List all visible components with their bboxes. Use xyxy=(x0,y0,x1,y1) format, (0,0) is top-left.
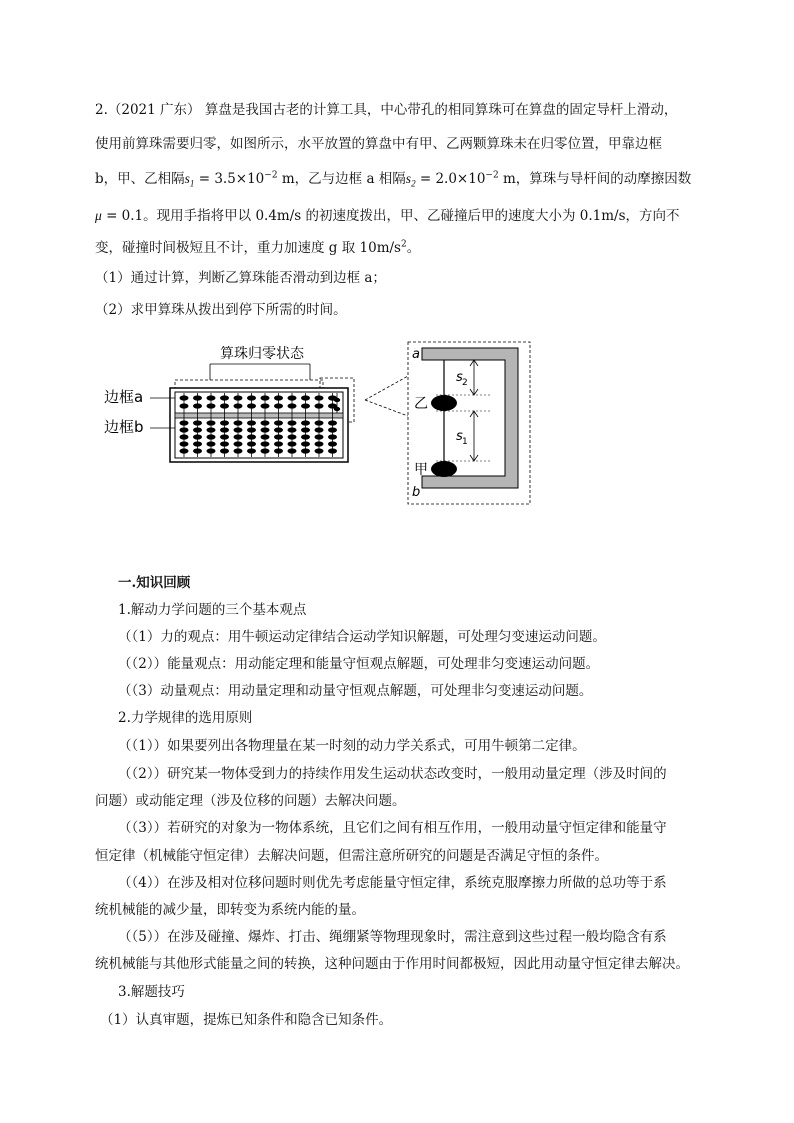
paragraph-text: （（1）力的观点：用牛顿运动定律结合运动学知识解题，可处理匀变速运动问题。 xyxy=(118,629,606,645)
exponent: 2 xyxy=(400,239,407,250)
abacus-bead xyxy=(247,434,256,439)
section-2-title xyxy=(118,708,252,728)
abacus-bead xyxy=(247,420,256,425)
abacus-bead xyxy=(207,403,216,408)
paragraph-text: （（2））能量观点：用动能定理和能量守恒观点解题，可处理非匀变速运动问题。 xyxy=(118,656,600,672)
value: = 0.1 xyxy=(101,208,144,224)
abacus-bead xyxy=(234,427,243,432)
problem-line-1 xyxy=(95,100,677,120)
rule-4a xyxy=(118,873,667,893)
paragraph-text: 问题）或动能定理（涉及位移的问题）去解决问题。 xyxy=(95,793,406,809)
abacus-bead xyxy=(234,403,243,408)
abacus-figure xyxy=(100,336,540,511)
abacus-bead xyxy=(180,448,189,453)
abacus-bead xyxy=(274,420,283,425)
abacus-bead xyxy=(220,434,229,439)
rule-5a xyxy=(118,927,667,947)
paragraph-text: （（2））研究某一物体受到力的持续作用发生运动状态改变时，一般用动量定理（涉及时间的 xyxy=(118,766,667,782)
paragraph-text: （1）认真审题，提炼已知条件和隐含已知条件。 xyxy=(100,1012,393,1028)
abacus-bead xyxy=(301,395,310,400)
symbol-mu: μ xyxy=(95,208,102,223)
problem-line-2 xyxy=(95,134,662,154)
abacus-bead xyxy=(234,420,243,425)
problem-line-5 xyxy=(95,238,420,258)
abacus-beam xyxy=(175,413,343,418)
abacus-bead xyxy=(301,434,310,439)
abacus-bead xyxy=(247,403,256,408)
abacus-bead xyxy=(180,434,189,439)
abacus-bead xyxy=(180,427,189,432)
abacus-bead xyxy=(315,395,324,400)
abacus-bead xyxy=(288,395,297,400)
figure-title: 算珠归零状态 xyxy=(220,346,304,362)
exponent: −2 xyxy=(485,170,499,181)
abacus-bead xyxy=(328,448,337,453)
abacus-bead xyxy=(261,420,270,425)
abacus-bead xyxy=(315,434,324,439)
abacus-bead xyxy=(193,395,202,400)
abacus-bead xyxy=(247,441,256,446)
unit: m xyxy=(498,171,516,187)
problem-text: 。现用手指将甲以 0.4m/s 的初速度拨出，甲、乙碰撞后甲的速度大小为 0.1m/s，方向不 xyxy=(143,208,680,224)
question-1 xyxy=(95,268,386,288)
tip-1 xyxy=(100,1010,392,1030)
paragraph-text: （（4））在涉及相对位移问题时则优先考虑能量守恒定律，系统克服摩擦力所做的总功等于系 xyxy=(118,875,667,891)
abacus-bead xyxy=(274,395,283,400)
problem-text: 变，碰撞时间极短且不计，重力加速度 g 取 10m/s xyxy=(95,240,401,256)
exponent: −2 xyxy=(264,170,278,181)
label-frame-b: 边框b xyxy=(104,418,144,436)
problem-text: 。 xyxy=(406,240,421,256)
abacus-bead xyxy=(315,441,324,446)
value: = 3.5×10 xyxy=(194,171,265,187)
rule-3b xyxy=(95,846,608,866)
abacus-bead xyxy=(234,395,243,400)
abacus-bead xyxy=(301,427,310,432)
paragraph-text: （（5））在涉及碰撞、爆炸、打击、绳绷紧等物理现象时，需注意到这些过程一般均隐含有系 xyxy=(118,929,667,945)
abacus-bead xyxy=(315,420,324,425)
label-frame-a: 边框a xyxy=(104,388,144,406)
label-a: a xyxy=(412,347,420,362)
abacus-bead xyxy=(207,395,216,400)
value: = 2.0×10 xyxy=(415,171,486,187)
problem-text: b，甲、乙相隔 xyxy=(95,171,185,187)
rule-2a xyxy=(118,764,667,784)
abacus-bead xyxy=(261,441,270,446)
section-1-title xyxy=(118,600,306,620)
symbol-s2: s xyxy=(405,171,412,186)
abacus-bead xyxy=(328,441,337,446)
problem-line-3 xyxy=(95,169,691,189)
heading-text: 一.知识回顾 xyxy=(118,575,191,591)
question-text: （2）求甲算珠从拨出到停下所需的时间。 xyxy=(95,302,347,318)
problem-text: 2.（2021 广东） 算盘是我国古老的计算工具，中心带孔的相同算珠可在算盘的固定导杆上滑动， xyxy=(95,102,678,118)
abacus-bead xyxy=(274,448,283,453)
abacus-bead xyxy=(220,403,229,408)
abacus-bead xyxy=(328,420,337,425)
abacus-bead xyxy=(301,441,310,446)
subscript: 1 xyxy=(189,178,195,189)
abacus-bead xyxy=(315,403,324,408)
viewpoint-1 xyxy=(118,627,606,647)
problem-text: ，算珠与导杆间的动摩擦因数 xyxy=(515,171,692,187)
label-s1-sub: 1 xyxy=(462,437,468,447)
bead-yi xyxy=(431,395,457,411)
abacus-bead xyxy=(315,448,324,453)
abacus-bead xyxy=(274,427,283,432)
abacus-bead xyxy=(180,441,189,446)
abacus-bead xyxy=(288,448,297,453)
abacus-bead xyxy=(261,434,270,439)
abacus-bead xyxy=(193,448,202,453)
subscript: 2 xyxy=(411,178,416,189)
abacus-bead xyxy=(207,434,216,439)
rule-2b xyxy=(95,791,406,811)
abacus-bead xyxy=(193,434,202,439)
paragraph-text: 统机械能与其他形式能量之间的转换，这种问题由于作用时间都极短，因此用动量守恒定律去解决。 xyxy=(95,956,689,972)
label-b: b xyxy=(412,485,421,500)
paragraph-text: 统机械能的减少量，即转变为系统内能的量。 xyxy=(95,902,365,918)
abacus-bead xyxy=(234,448,243,453)
section-text: 1.解动力学问题的三个基本观点 xyxy=(118,602,307,618)
viewpoint-2 xyxy=(118,654,599,674)
problem-line-4 xyxy=(95,206,680,226)
section-text: 3.解题技巧 xyxy=(118,984,185,1000)
abacus-bead xyxy=(193,427,202,432)
abacus-bead xyxy=(328,427,337,432)
abacus-bead xyxy=(220,441,229,446)
abacus-bead xyxy=(180,395,189,400)
abacus-bead xyxy=(274,403,283,408)
abacus-bead xyxy=(234,441,243,446)
abacus-bead xyxy=(288,427,297,432)
abacus-bead xyxy=(193,441,202,446)
rule-4b xyxy=(95,900,365,920)
unit: m xyxy=(277,171,295,187)
rule-1 xyxy=(118,736,586,756)
abacus-bead xyxy=(261,448,270,453)
abacus-bead xyxy=(220,448,229,453)
abacus-bead xyxy=(207,427,216,432)
paragraph-text: 恒定律（机械能守恒定律）去解决问题，但需注意所研究的问题是否满足守恒的条件。 xyxy=(95,848,608,864)
abacus-bead xyxy=(288,441,297,446)
abacus-bead xyxy=(301,403,310,408)
paragraph-text: （（1））如果要列出各物理量在某一时刻的动力学关系式，可用牛顿第二定律。 xyxy=(118,738,586,754)
abacus-bead xyxy=(315,427,324,432)
abacus-bead xyxy=(288,420,297,425)
abacus-bead xyxy=(274,434,283,439)
abacus-bead xyxy=(180,403,189,408)
callout-line xyxy=(365,400,408,416)
abacus-bead xyxy=(261,427,270,432)
abacus-bead xyxy=(334,407,340,411)
abacus-bead xyxy=(234,434,243,439)
abacus-bead xyxy=(301,420,310,425)
abacus-bead xyxy=(193,403,202,408)
abacus-bead xyxy=(220,395,229,400)
rule-3a xyxy=(118,818,667,838)
question-text: （1）通过计算，判断乙算珠能否滑动到边框 a； xyxy=(95,270,386,286)
review-heading xyxy=(118,573,190,593)
abacus-bead xyxy=(207,420,216,425)
abacus-bead xyxy=(261,403,270,408)
abacus-bead xyxy=(220,427,229,432)
paragraph-text: （（3））若研究的对象为一物体系统，且它们之间有相互作用，一般用动量守恒定律和能量守 xyxy=(118,820,667,836)
abacus-bead xyxy=(247,427,256,432)
abacus-bead xyxy=(247,448,256,453)
rule-5b xyxy=(95,954,689,974)
abacus-bead xyxy=(193,420,202,425)
problem-text: ，乙与边框 a 相隔 xyxy=(294,171,406,187)
viewpoint-3 xyxy=(118,681,592,701)
section-3-title xyxy=(118,982,185,1002)
abacus-bead xyxy=(261,395,270,400)
abacus-bead xyxy=(207,441,216,446)
abacus-bead xyxy=(180,420,189,425)
question-2 xyxy=(95,300,347,320)
problem-text: 使用前算珠需要归零，如图所示，水平放置的算盘中有甲、乙两颗算珠未在归零位置，甲靠边框 xyxy=(95,136,662,152)
abacus-bead xyxy=(207,448,216,453)
bead-jia xyxy=(431,461,457,477)
label-jia: 甲 xyxy=(414,462,428,478)
callout-line xyxy=(365,376,408,400)
symbol-s1: s xyxy=(184,171,190,186)
abacus-bead xyxy=(274,441,283,446)
section-text: 2.力学规律的选用原则 xyxy=(118,710,253,726)
label-yi: 乙 xyxy=(414,396,428,412)
label-s2-sub: 2 xyxy=(462,378,468,388)
abacus-bead xyxy=(220,420,229,425)
abacus-bead xyxy=(247,395,256,400)
abacus-bead xyxy=(328,434,337,439)
abacus-bead xyxy=(288,434,297,439)
abacus-bead xyxy=(301,448,310,453)
label-s1: s xyxy=(456,429,463,444)
abacus-bead xyxy=(334,398,340,402)
abacus-bead xyxy=(288,403,297,408)
label-s2: s xyxy=(456,370,463,385)
paragraph-text: （（3）动量观点：用动量定理和动量守恒观点解题，可处理非匀变速运动问题。 xyxy=(118,683,593,699)
